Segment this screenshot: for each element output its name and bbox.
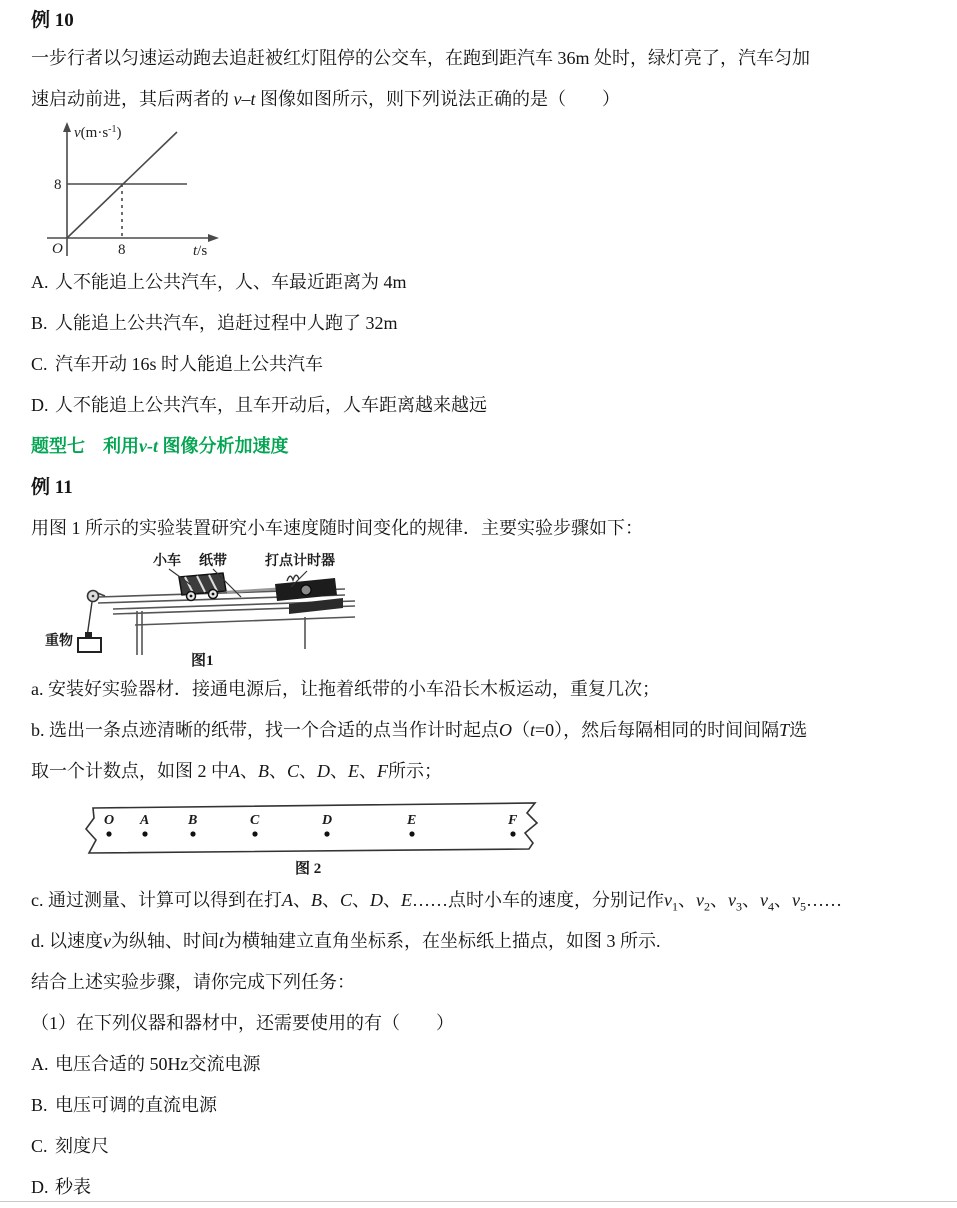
example11-heading: 例 11	[31, 477, 73, 498]
ex10-option-a	[31, 262, 921, 303]
tape-label-B: B	[188, 813, 198, 828]
tape-dot-C	[252, 831, 257, 836]
option-letter: A.	[31, 272, 49, 292]
vt-graph-figure	[37, 120, 227, 262]
option-text: 电压合适的 50Hz交流电源	[55, 1054, 261, 1074]
tape-label-E: E	[407, 813, 417, 828]
option-letter: C.	[31, 1136, 48, 1156]
tape-label-D: D	[322, 813, 333, 828]
ex11-option-b	[31, 1085, 921, 1126]
step-a: a. 安装好实验器材．接通电源后，让拖着纸带的小车沿长木板运动，重复几次；	[31, 679, 660, 699]
topic-type7-heading: 题型七 利用v-t 图像分析加速度	[31, 436, 289, 456]
ex11-option-c	[31, 1126, 921, 1167]
y-axis-label: $v(m\cdot s^{-1})$	[74, 124, 122, 141]
option-letter: D.	[31, 1177, 49, 1197]
tape-label-O: O	[104, 813, 115, 828]
ex11-option-a	[31, 1044, 921, 1085]
tape-label-F: F	[508, 813, 518, 828]
option-letter: D.	[31, 395, 49, 415]
option-letter: C.	[31, 354, 48, 374]
step-d: d. 以速度v为纵轴、时间t为横轴建立直角坐标系，在坐标纸上描点，如图 3 所示.	[31, 931, 661, 951]
label-weight: 重物	[45, 634, 73, 649]
tape-dot-B	[190, 831, 195, 836]
example10-heading: 例 10	[31, 10, 74, 31]
tape-dot-F	[510, 831, 515, 836]
example10-text-line2: 速启动前进，其后两者的 v–t 图像如图所示，则下列说法正确的是（ ）	[31, 89, 620, 109]
example11-intro: 用图 1 所示的实验装置研究小车速度随时间变化的规律．主要实验步骤如下：	[31, 518, 643, 538]
tape-label-C: C	[250, 813, 260, 828]
ex10-option-c	[31, 344, 921, 385]
ex10-option-d	[31, 385, 921, 426]
y-tick-8: 8	[54, 177, 62, 193]
page-bottom-divider	[0, 1201, 957, 1202]
label-tape: 纸带	[199, 554, 227, 569]
ex10-option-b	[31, 303, 921, 344]
y-axis-arrow	[63, 122, 71, 132]
weight-box	[78, 638, 101, 652]
x-axis-arrow	[208, 234, 219, 242]
option-letter: B.	[31, 1095, 48, 1115]
origin-label: O	[52, 241, 63, 257]
bench-lower-edge	[135, 617, 355, 625]
figure1-caption: 图1	[191, 653, 214, 669]
string-line	[87, 602, 92, 637]
tape-outline	[86, 803, 537, 853]
label-timer: 打点计时器	[265, 554, 335, 569]
option-letter: B.	[31, 313, 48, 333]
summary-line: 结合上述实验步骤，请你完成下列任务：	[31, 972, 355, 992]
option-text: 人不能追上公共汽车，人、车最近距离为 4m	[55, 272, 407, 292]
option-text: 人能追上公共汽车，追赶过程中人跑了 32m	[55, 313, 398, 333]
tape-label-A: A	[140, 813, 150, 828]
tape-dot-A	[142, 831, 147, 836]
option-text: 人不能追上公共汽车，且车开动后，人车距离越来越远	[55, 395, 487, 415]
cart-drawing	[179, 573, 226, 601]
option-text: 秒表	[55, 1177, 91, 1197]
step-b-line2: 取一个计数点，如图 2 中A、B、C、D、E、F所示；	[31, 761, 443, 781]
option-letter: A.	[31, 1054, 49, 1074]
step-c: c. 通过测量、计算可以得到在打A、B、C、D、E……点时小车的速度，分别记作$v_1$、$v_2$、$v_3$、$v_4$、$v_5\dots\dots$	[31, 890, 843, 914]
option-text: 汽车开动 16s 时人能追上公共汽车	[55, 354, 324, 374]
apparatus-figure-1	[43, 551, 373, 669]
step-b-line1: b. 选出一条点迹清晰的纸带，找一个合适的点当作计时起点O（t=0），然后每隔相同的时间间隔T选	[31, 720, 808, 740]
question-1: （1）在下列仪器和器材中，还需要使用的有（ ）	[31, 1013, 454, 1033]
x-tick-8: 8	[118, 242, 126, 258]
option-text: 电压可调的直流电源	[55, 1095, 217, 1115]
paper-tape-figure-2	[77, 796, 545, 880]
tape-dot-D	[324, 831, 329, 836]
tape-dot-O	[106, 831, 111, 836]
example10-text-line1: 一步行者以匀速运动跑去追赶被红灯阻停的公交车，在跑到距汽车 36m 处时，绿灯亮了，汽车匀加	[31, 48, 810, 68]
x-axis-label: t/s	[193, 243, 208, 259]
pulley-weight-drawing	[78, 591, 105, 653]
label-cart: 小车	[153, 554, 181, 569]
tape-dot-E	[409, 831, 414, 836]
option-text: 刻度尺	[55, 1136, 109, 1156]
figure2-caption: 图 2	[295, 861, 322, 877]
